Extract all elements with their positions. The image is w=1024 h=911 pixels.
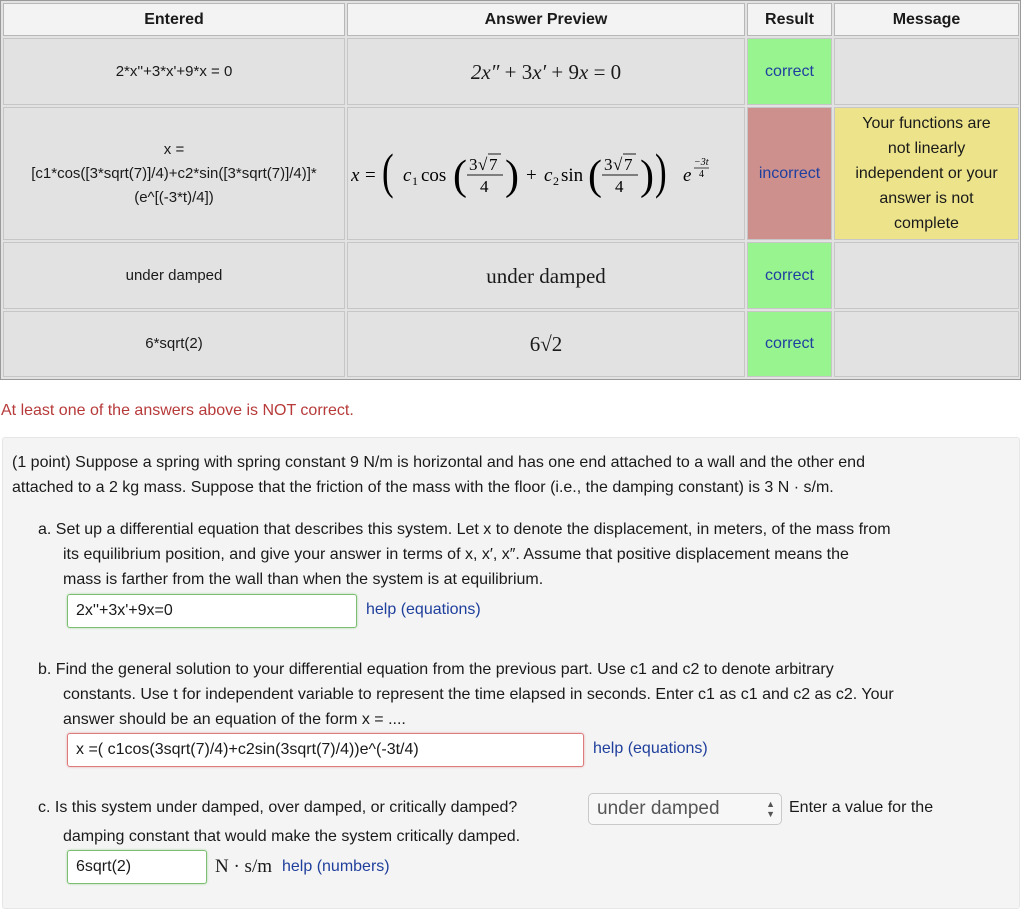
problem-intro-line1: (1 point) Suppose a spring with spring constant 9 N/m is horizontal and has one end attached to a wall and the other end (12, 454, 865, 471)
header-result: Result (747, 3, 832, 36)
row2-entered-line1: x = (163, 140, 185, 158)
part-b-line3: answer should be an equation of the form x = .... (63, 711, 406, 728)
svg-text:(: ( (382, 144, 394, 200)
summary-message: At least one of the answers above is NOT correct. (1, 402, 354, 419)
svg-text:c: c (403, 164, 412, 186)
row4-preview: 6√2 (347, 311, 745, 377)
svg-text:cos: cos (421, 164, 447, 186)
svg-text:(: ( (453, 152, 467, 199)
svg-text:+: + (526, 164, 537, 186)
svg-text:): ) (505, 152, 519, 199)
part-b-help-link[interactable]: help (equations) (593, 740, 708, 757)
damping-type-select[interactable] (588, 793, 782, 825)
svg-text:4: 4 (480, 176, 489, 196)
row2-message-line3: independent or your (855, 165, 998, 182)
header-entered: Entered (3, 3, 345, 36)
svg-text:1: 1 (412, 173, 418, 188)
problem-panel (2, 437, 1020, 909)
problem-intro-line2: attached to a 2 kg mass. Suppose that the friction of the mass with the floor (i.e., the damping constant) is 3 N · s/m. (12, 479, 834, 496)
row2-preview (347, 107, 745, 240)
row2-entered-line3: (e^[(-3*t)/4]) (134, 188, 214, 206)
row3-message (834, 242, 1019, 309)
row2-result: incorrect (747, 107, 832, 240)
damping-type-selected: under damped (597, 798, 720, 819)
row2-entered-line2: [c1*cos([3*sqrt(7)]/4)+c2*sin([3*sqrt(7)]/4)]* (31, 164, 317, 182)
row2-message-line5: complete (894, 215, 959, 232)
part-b-line2: constants. Use t for independent variable to represent the time elapsed in seconds. Enter c1 as c1 and c2 as c2. Your (63, 686, 894, 703)
select-arrows-icon: ▲ ▼ (766, 799, 775, 819)
part-a-help-link[interactable]: help (equations) (366, 601, 481, 618)
svg-text:4: 4 (615, 176, 624, 196)
part-c-answer-input[interactable]: 6sqrt(2) (67, 850, 207, 884)
svg-text:sin: sin (561, 164, 584, 186)
svg-text:c: c (544, 164, 553, 186)
row4-result: correct (747, 311, 832, 377)
part-a-answer-input[interactable]: 2x''+3x'+9x=0 (67, 594, 357, 628)
header-answer-preview: Answer Preview (347, 3, 745, 36)
header-message: Message (834, 3, 1019, 36)
svg-text:x: x (351, 164, 360, 186)
row1-entered: 2*x''+3*x'+9*x = 0 (3, 38, 345, 105)
svg-text:3: 3 (469, 154, 478, 174)
svg-text:2: 2 (553, 173, 559, 188)
row2-message-line4: answer is not (879, 190, 974, 207)
svg-text:=: = (365, 164, 376, 186)
row1-message (834, 38, 1019, 105)
row3-entered: under damped (3, 242, 345, 309)
part-c-help-link[interactable]: help (numbers) (282, 858, 390, 875)
svg-text:√: √ (478, 154, 488, 174)
row2-message-line1: Your functions are (862, 115, 991, 132)
row2-entered (3, 107, 345, 240)
part-c-line1: c. Is this system under damped, over damped, or critically damped? (38, 799, 518, 816)
row2-message (834, 107, 1019, 240)
part-a-line2: its equilibrium position, and give your answer in terms of x, x′, x″. Assume that positive displacement means the (63, 546, 849, 563)
svg-text:7: 7 (624, 154, 633, 174)
part-b-line1: b. Find the general solution to your differential equation from the previous part. Use c1 and c2 to denote arbitrary (38, 661, 834, 678)
row1-result: correct (747, 38, 832, 105)
part-b-answer-input[interactable]: x =( c1cos(3sqrt(7)/4)+c2sin(3sqrt(7)/4))e^(-3t/4) (67, 733, 584, 767)
row4-entered: 6*sqrt(2) (3, 311, 345, 377)
row4-message (834, 311, 1019, 377)
part-c-line1b: Enter a value for the (789, 799, 934, 816)
svg-text:(: ( (588, 152, 602, 199)
row3-preview: under damped (347, 242, 745, 309)
svg-text:): ) (655, 144, 667, 200)
part-c-line2: damping constant that would make the system critically damped. (63, 828, 521, 845)
row1-preview: 2x″ + 3x′ + 9x = 0 (347, 38, 745, 105)
svg-text:3: 3 (604, 154, 613, 174)
results-table (0, 0, 1021, 380)
svg-text:−3t: −3t (694, 156, 709, 168)
svg-text:e: e (683, 164, 692, 186)
svg-text:7: 7 (489, 154, 498, 174)
part-c-units: N · s/m (215, 856, 272, 877)
svg-text:4: 4 (699, 168, 704, 180)
row3-result: correct (747, 242, 832, 309)
part-a-line1: a. Set up a differential equation that describes this system. Let x to denote the displacement, in meters, of the mass from (38, 521, 891, 538)
row2-message-line2: not linearly (887, 140, 966, 157)
part-a-line3: mass is farther from the wall than when the system is at equilibrium. (63, 571, 544, 588)
svg-text:√: √ (613, 154, 623, 174)
row2-preview-formula (351, 134, 741, 214)
svg-text:): ) (640, 152, 654, 199)
